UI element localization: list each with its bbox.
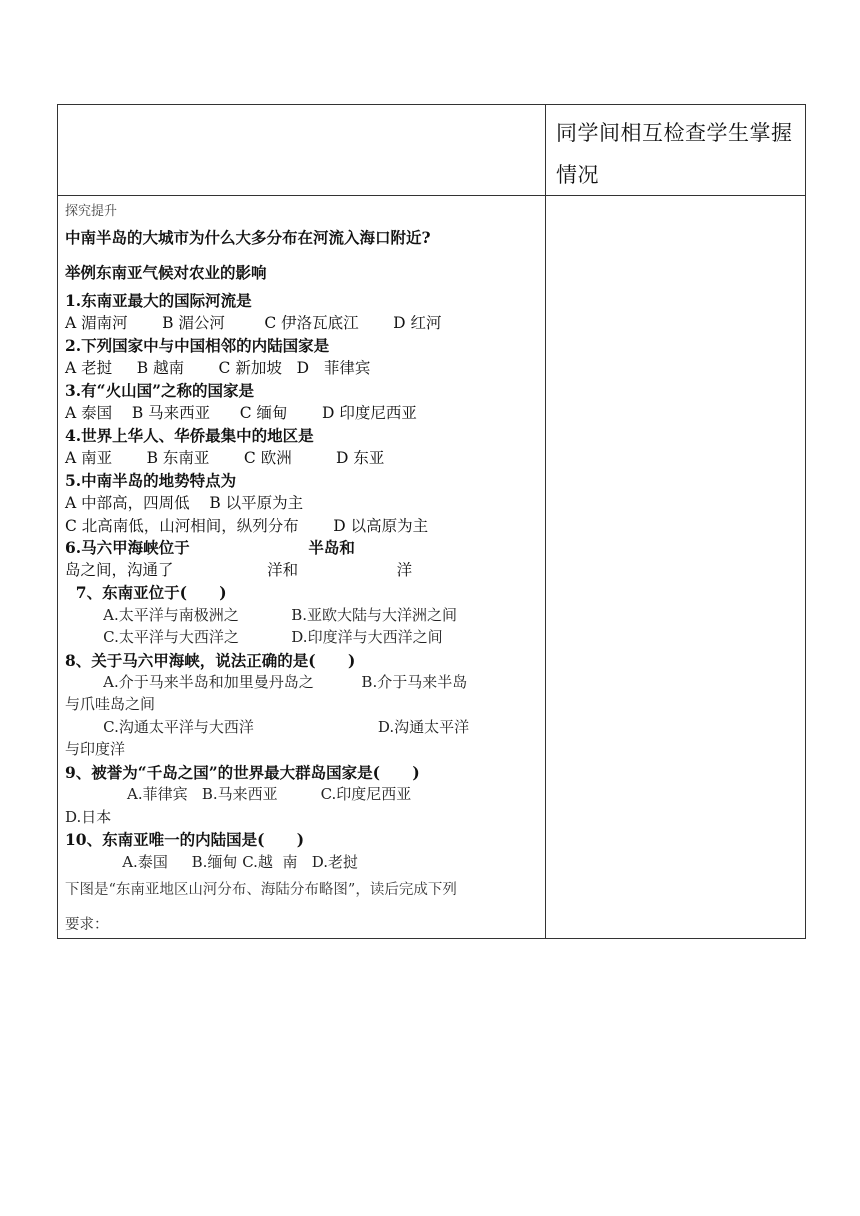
- question-line: 2.下列国家中与中国相邻的内陆国家是: [65, 336, 330, 355]
- question-line: 4.世界上华人、华侨最集中的地区是: [65, 426, 314, 445]
- question-line: 与印度洋: [65, 740, 126, 758]
- question-line: A.菲律宾 B.马来西亚 C.印度尼西亚: [65, 785, 412, 803]
- question-line: 6.马六甲海峡位于 半岛和: [65, 538, 355, 557]
- question-line: A 老挝 B 越南 C 新加坡 D 菲律宾: [65, 359, 371, 377]
- question-line: C 北高南低，山河相间，纵列分布 D 以高原为主: [65, 517, 429, 535]
- question-line: A 泰国 B 马来西亚 C 缅甸 D 印度尼西亚: [65, 404, 417, 422]
- footer-line-2: 要求：: [65, 917, 109, 933]
- teacher-note-line-1: 同学间相互检查学生掌握: [556, 121, 793, 145]
- teacher-note: [556, 112, 793, 196]
- question-line: A.泰国 B.缅甸 C.越 南 D.老挝: [65, 853, 359, 871]
- section-title: 探究提升: [65, 204, 118, 219]
- prompt-2: 举例东南亚气候对农业的影响: [65, 263, 267, 282]
- teacher-note-line-2: 情况: [556, 163, 599, 187]
- question-line: A.太平洋与南极洲之 B.亚欧大陆与大洋洲之间: [65, 606, 457, 624]
- question-line: 10、东南亚唯一的内陆国是( ): [65, 830, 305, 849]
- question-line: A 中部高，四周低 B 以平原为主: [65, 494, 304, 512]
- question-line: 9、被誉为“千岛之国”的世界最大群岛国家是( ): [65, 763, 420, 782]
- question-line: 1.东南亚最大的国际河流是: [65, 291, 252, 310]
- question-line: 5.中南半岛的地势特点为: [65, 471, 237, 490]
- question-line: A 南亚 B 东南亚 C 欧洲 D 东亚: [65, 449, 385, 467]
- question-line: A.介于马来半岛和加里曼丹岛之 B.介于马来半岛: [65, 673, 468, 691]
- question-line: 8、关于马六甲海峡，说法正确的是( ): [65, 651, 356, 670]
- question-line: 7、东南亚位于( ): [65, 583, 227, 602]
- footer-line-1: 下图是“东南亚地区山河分布、海陆分布略图”，读后完成下列: [65, 882, 457, 898]
- prompt-1: 中南半岛的大城市为什么大多分布在河流入海口附近?: [65, 228, 431, 247]
- question-line: 岛之间，沟通了 洋和 洋: [65, 561, 413, 579]
- question-line: D.日本: [65, 808, 112, 826]
- question-line: A 湄南河 B 湄公河 C 伊洛瓦底江 D 红河: [65, 314, 442, 332]
- question-line: 3.有“火山国”之称的国家是: [65, 381, 255, 400]
- column-divider: [545, 104, 546, 939]
- question-line: C.太平洋与大西洋之 D.印度洋与大西洋之间: [65, 628, 443, 646]
- question-line: C.沟通太平洋与大西洋 D.沟通太平洋: [65, 718, 470, 736]
- question-line: 与爪哇岛之间: [65, 695, 156, 713]
